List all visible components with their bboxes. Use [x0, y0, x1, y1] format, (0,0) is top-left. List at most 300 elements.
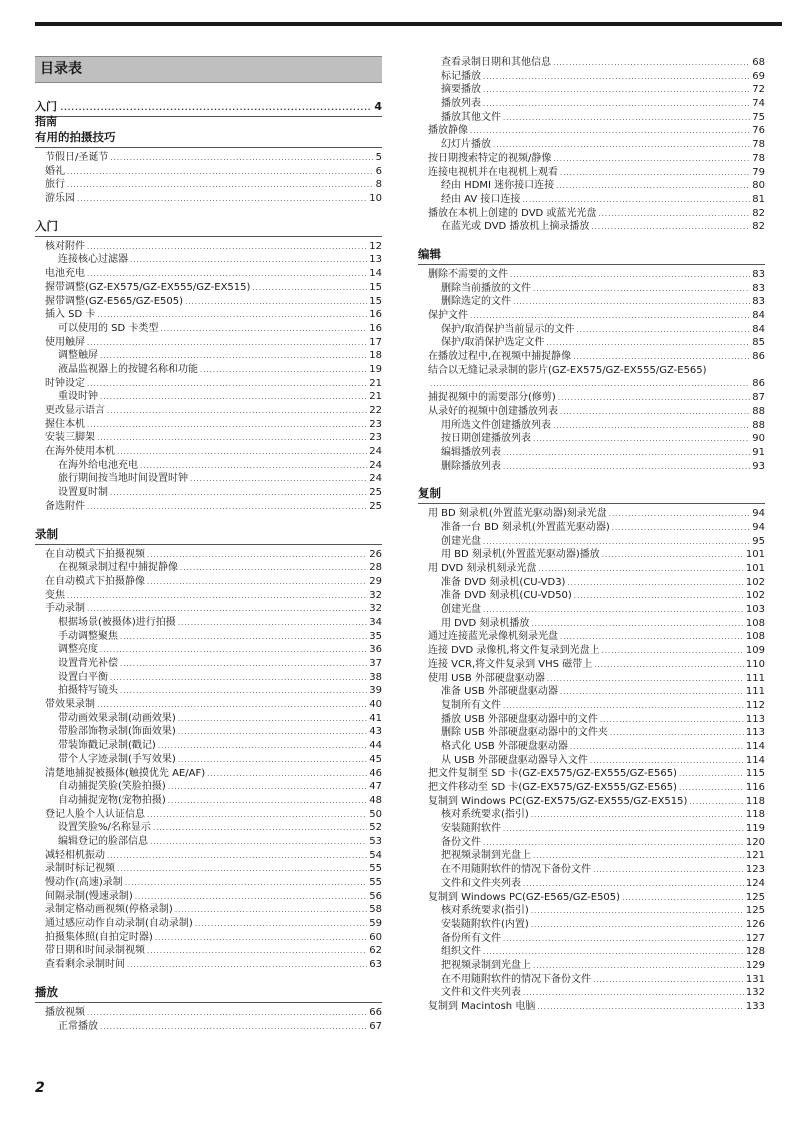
toc-entry[interactable]: [418, 138, 765, 152]
toc-entry[interactable]: [418, 589, 765, 603]
dot-leader: [531, 919, 744, 933]
section-heading-text: 入门指南: [35, 100, 57, 128]
toc-entry[interactable]: [418, 672, 765, 686]
toc-entry[interactable]: [35, 377, 382, 391]
toc-entry-page: 113: [745, 727, 765, 739]
toc-entry-page: 60: [369, 931, 382, 943]
toc-entry[interactable]: [418, 1000, 765, 1014]
toc-entry[interactable]: [35, 602, 382, 616]
toc-entry-page: 32: [369, 589, 382, 601]
toc-entry[interactable]: [418, 521, 765, 535]
toc-entry[interactable]: [418, 446, 765, 460]
toc-entry[interactable]: [418, 562, 765, 576]
dot-leader: [493, 139, 750, 153]
toc-entry[interactable]: [35, 698, 382, 712]
section-heading: 入门: [35, 218, 58, 233]
toc-entry-text: 慢动作(高速)录制: [45, 877, 123, 888]
toc-entry[interactable]: [35, 821, 382, 835]
toc-entry[interactable]: [418, 740, 765, 754]
dot-leader: [513, 296, 750, 310]
toc-entry[interactable]: [35, 151, 382, 165]
toc-entry-page: 66: [369, 1006, 382, 1018]
toc-entry-text: 清楚地捕捉被摄体(触摸优先 AE/AF): [45, 767, 206, 779]
toc-entry-page: 47: [369, 781, 382, 793]
toc-entry-page: 21: [369, 391, 382, 403]
toc-entry[interactable]: [35, 739, 382, 753]
toc-entry[interactable]: [418, 419, 765, 433]
toc-entry-text: 保护文件: [428, 310, 468, 321]
toc-entry-text: 按日期创建播放列表: [441, 433, 531, 445]
toc-entry[interactable]: [418, 795, 765, 809]
toc-entry[interactable]: [35, 431, 382, 445]
toc-entry-continuation[interactable]: [418, 377, 765, 391]
toc-entry-text: 删除选定的文件: [441, 296, 511, 308]
toc-entry-page: 74: [752, 98, 765, 110]
toc-entry-text: 带动画效果录制(动画效果): [58, 712, 176, 724]
toc-entry-page: 34: [369, 616, 382, 628]
toc-entry-text: 自动捕捉宠物(宠物拍摄): [58, 794, 166, 806]
toc-entry-page: 111: [745, 686, 765, 698]
toc-entry-page: 25: [369, 487, 382, 499]
toc-entry-page: 28: [369, 562, 382, 574]
dot-leader: [600, 714, 744, 728]
toc-entry[interactable]: [418, 152, 765, 166]
toc-entry[interactable]: [35, 575, 382, 589]
toc-entry[interactable]: [418, 808, 765, 822]
toc-entry[interactable]: [35, 876, 382, 890]
toc-entry[interactable]: [35, 267, 382, 281]
dot-leader: [77, 193, 367, 207]
toc-entry[interactable]: [418, 179, 765, 193]
toc-entry-text: 查看录制日期和其他信息: [441, 57, 551, 68]
dot-leader: [553, 153, 750, 167]
toc-entry-text: 安装随附软件(内置): [441, 918, 529, 930]
toc-entry[interactable]: [35, 1006, 382, 1020]
dot-leader: [100, 1021, 367, 1035]
toc-entry-page: 86: [752, 351, 765, 363]
dot-leader: [523, 878, 744, 892]
toc-entry[interactable]: [418, 959, 765, 973]
toc-entry-page: 108: [745, 631, 765, 643]
toc-entry[interactable]: [35, 808, 382, 822]
dot-leader: [523, 987, 744, 1001]
toc-entry[interactable]: [35, 281, 382, 295]
toc-entry-text: 间隔录制(慢速录制): [45, 890, 133, 902]
toc-entry[interactable]: [35, 165, 382, 179]
dot-leader: [168, 781, 367, 795]
toc-entry-text: 变焦: [45, 589, 65, 601]
toc-entry-text: 删除当前播放的文件: [441, 282, 531, 294]
dot-leader: [178, 617, 367, 631]
toc-entry-text: 设置笑脸%/名称显示: [58, 822, 151, 834]
toc-entry-text: 备份所有文件: [441, 932, 501, 944]
dot-leader: [567, 577, 743, 591]
toc-entry-page: 48: [369, 794, 382, 806]
toc-entry-text: 播放 USB 外部硬盘驱动器中的文件: [441, 713, 598, 725]
toc-entry[interactable]: [418, 535, 765, 549]
toc-entry-text: 编辑播放列表: [441, 446, 501, 458]
toc-entry[interactable]: [418, 391, 765, 405]
dot-leader: [483, 837, 744, 851]
toc-entry-page: 84: [752, 323, 765, 335]
toc-entry-text: 调整亮度: [58, 644, 98, 656]
dot-leader: [553, 420, 750, 434]
dot-leader: [537, 1001, 744, 1015]
toc-entry-page: 17: [369, 336, 382, 348]
toc-entry-page: 13: [369, 254, 382, 266]
toc-entry-text: 播放静像: [428, 125, 468, 137]
toc-entry[interactable]: [35, 561, 382, 575]
toc-entry[interactable]: [35, 192, 382, 206]
toc-entry[interactable]: [418, 726, 765, 740]
toc-entry-text: 通过感应动作自动录制(自动录制): [45, 918, 193, 930]
toc-entry-page: 126: [745, 918, 765, 930]
section-heading: 编辑: [418, 246, 441, 261]
dot-leader: [590, 755, 744, 769]
toc-entry-text: 删除播放列表: [441, 460, 501, 472]
toc-entry-page: 67: [369, 1020, 382, 1032]
toc-entry[interactable]: [35, 308, 382, 322]
toc-entry[interactable]: [35, 849, 382, 863]
toc-entry[interactable]: [35, 459, 382, 473]
dot-leader: [573, 351, 750, 365]
toc-entry[interactable]: [35, 253, 382, 267]
toc-entry[interactable]: [35, 890, 382, 904]
toc-entry[interactable]: [35, 794, 382, 808]
toc-entry-page: 112: [745, 699, 765, 711]
toc-entry[interactable]: [35, 336, 382, 350]
toc-entry-text: 拍摄特写镜头: [58, 685, 118, 697]
toc-entry-text: 设置夏时制: [58, 487, 108, 499]
toc-entry[interactable]: [35, 671, 382, 685]
toc-entry-text: 在视频录制过程中捕捉静像: [58, 562, 178, 574]
toc-entry[interactable]: [418, 124, 765, 138]
toc-entry-page: 90: [752, 433, 765, 445]
dot-leader: [483, 98, 750, 112]
toc-entry-text: 连接 DVD 录像机,将文件复录到光盘上: [428, 645, 600, 657]
toc-entry-text: 在自动模式下拍摄视频: [45, 548, 145, 560]
dot-leader: [560, 406, 750, 420]
toc-entry-page: 10: [369, 193, 382, 205]
toc-entry[interactable]: [418, 849, 765, 863]
toc-section: [35, 219, 382, 514]
toc-entry-text: 节假日/圣诞节: [45, 152, 109, 163]
toc-entry-page: 26: [369, 548, 382, 560]
dot-leader: [483, 946, 744, 960]
toc-entry[interactable]: [35, 390, 382, 404]
toc-entry-text: 用所选文件创建播放列表: [441, 419, 551, 431]
dot-leader: [503, 933, 744, 947]
toc-entry-page: 76: [752, 125, 765, 137]
toc-entry[interactable]: [418, 207, 765, 221]
toc-entry[interactable]: [418, 460, 765, 474]
toc-entry-page: 50: [369, 808, 382, 820]
toc-entry-page: 58: [369, 904, 382, 916]
toc-entry[interactable]: [418, 658, 765, 672]
toc-entry-text: 旅行: [45, 179, 65, 191]
toc-entry[interactable]: [418, 767, 765, 781]
toc-entry[interactable]: [35, 349, 382, 363]
dot-leader: [120, 658, 367, 672]
toc-entry-text: 减轻相机振动: [45, 849, 105, 861]
dot-leader: [195, 918, 367, 932]
toc-entry[interactable]: [35, 903, 382, 917]
toc-entry-page: 25: [369, 500, 382, 512]
toc-entry-text: 旅行期间按当地时间设置时钟: [58, 473, 188, 485]
toc-entry[interactable]: [35, 500, 382, 514]
dot-leader: [67, 179, 374, 193]
toc-entry[interactable]: [35, 418, 382, 432]
toc-entry-page: 82: [752, 207, 765, 219]
toc-entry[interactable]: [418, 973, 765, 987]
toc-entry[interactable]: [35, 445, 382, 459]
dot-leader: [190, 473, 367, 487]
section-rule: [35, 544, 382, 545]
toc-entry-page: 24: [369, 459, 382, 471]
dot-leader: [531, 618, 743, 632]
toc-entry[interactable]: [418, 836, 765, 850]
toc-entry-text: 使用触屏: [45, 336, 85, 348]
toc-entry-page: 108: [745, 617, 765, 629]
toc-entry[interactable]: [35, 753, 382, 767]
toc-entry-text: 设置白平衡: [58, 671, 108, 683]
toc-entry[interactable]: [35, 1020, 382, 1034]
toc-entry[interactable]: [418, 713, 765, 727]
dot-leader: [591, 221, 750, 235]
toc-entry-text: 创建光盘: [441, 535, 481, 547]
toc-entry-page: 40: [369, 699, 382, 711]
toc-entry-page: 93: [752, 460, 765, 472]
dot-leader: [87, 241, 367, 255]
toc-entry-text: 按日期搜索特定的视频/静像: [428, 152, 552, 164]
toc-entry-text: 准备 DVD 刻录机(CU-VD3): [441, 576, 566, 588]
toc-entry[interactable]: [418, 97, 765, 111]
toc-entry[interactable]: [35, 616, 382, 630]
toc-entry[interactable]: [418, 863, 765, 877]
dot-leader: [612, 522, 751, 536]
toc-entry[interactable]: [418, 166, 765, 180]
dot-leader: [107, 405, 367, 419]
toc-entry-page: 94: [752, 521, 765, 533]
dot-leader: [87, 378, 367, 392]
toc-entry[interactable]: [418, 507, 765, 521]
toc-entry-text: 在蓝光或 DVD 播放机上摘录播放: [441, 221, 590, 233]
toc-entry[interactable]: [418, 891, 765, 905]
toc-left-column: [35, 56, 382, 1033]
page-title: 目录表: [35, 56, 382, 83]
toc-entry-text: 复制所有文件: [441, 699, 501, 711]
toc-entry-page: 18: [369, 350, 382, 362]
toc-entry[interactable]: [35, 657, 382, 671]
toc-entry[interactable]: [418, 603, 765, 617]
toc-entry-text: 用 DVD 刻录机刻录光盘: [428, 563, 537, 574]
dot-leader: [130, 254, 367, 268]
dot-leader: [576, 324, 750, 338]
toc-entry[interactable]: [35, 684, 382, 698]
section-heading[interactable]: [35, 99, 382, 128]
toc-entry-text: 摘要播放: [441, 84, 481, 96]
toc-entry[interactable]: [418, 350, 765, 364]
toc-entry[interactable]: [35, 917, 382, 931]
dot-leader: [175, 904, 367, 918]
toc-entry[interactable]: [35, 931, 382, 945]
toc-entry[interactable]: [418, 685, 765, 699]
toc-entry-page: 110: [745, 658, 765, 670]
toc-entry[interactable]: [35, 780, 382, 794]
toc-entry[interactable]: [418, 932, 765, 946]
toc-entry-page: 83: [752, 282, 765, 294]
toc-entry[interactable]: [418, 945, 765, 959]
section-rule: [35, 1002, 382, 1003]
toc-entry[interactable]: [418, 918, 765, 932]
section-heading: 有用的拍摄技巧: [35, 130, 116, 144]
toc-entry[interactable]: [35, 486, 382, 500]
dot-leader: [60, 101, 372, 116]
toc-entry-text: 准备一台 BD 刻录机(外置蓝光驱动器): [441, 521, 610, 533]
toc-entry[interactable]: [35, 712, 382, 726]
toc-entry[interactable]: [35, 295, 382, 309]
toc-entry[interactable]: [418, 432, 765, 446]
toc-entry[interactable]: [35, 178, 382, 192]
toc-entry-text: 可以使用的 SD 卡类型: [58, 322, 159, 334]
dot-leader: [127, 959, 367, 973]
dot-leader: [178, 726, 367, 740]
toc-entry[interactable]: [35, 322, 382, 336]
toc-entry-text: 带日期和时间录制视频: [45, 945, 145, 957]
toc-entry[interactable]: [35, 643, 382, 657]
dot-leader: [125, 877, 367, 891]
toc-entry[interactable]: [418, 193, 765, 207]
toc-entry-text: 设置背光补偿: [58, 658, 118, 669]
toc-entry-text: 拍摄集体照(自拍定时器): [45, 931, 153, 943]
toc-entry-text: 把视频录制到光盘上: [441, 959, 531, 971]
toc-entry[interactable]: [418, 220, 765, 234]
toc-entry-text: 查看剩余录制时间: [45, 959, 125, 971]
page-number: 2: [35, 1080, 45, 1096]
toc-entry-text: 把文件移动至 SD 卡(GZ-EX575/GZ-EX555/GZ-E565): [428, 782, 677, 793]
toc-entry-page: 124: [745, 877, 765, 889]
toc-entry-page: 113: [745, 713, 765, 725]
toc-entry-text: 播放视频: [45, 1006, 85, 1018]
dot-leader: [560, 167, 750, 181]
toc-entry-text: 在海外使用本机: [45, 446, 115, 458]
toc-entry[interactable]: [418, 548, 765, 562]
toc-entry[interactable]: [35, 472, 382, 486]
toc-entry[interactable]: [35, 630, 382, 644]
dot-leader: [252, 282, 367, 296]
toc-entry[interactable]: [35, 958, 382, 972]
toc-entry-text: 手动录制: [45, 603, 85, 615]
dot-leader: [602, 549, 744, 563]
dot-leader: [570, 741, 744, 755]
toc-entry-text: 时钟设定: [45, 377, 85, 389]
toc-entry-page: 15: [369, 295, 382, 307]
dot-leader: [120, 631, 367, 645]
dot-leader: [609, 508, 751, 522]
toc-entry[interactable]: [418, 405, 765, 419]
toc-entry[interactable]: [418, 268, 765, 282]
toc-entry-page: 94: [752, 508, 765, 520]
toc-entry-page: 69: [752, 70, 765, 82]
toc-entry[interactable]: [35, 363, 382, 377]
toc-entry[interactable]: [418, 364, 765, 378]
toc-section: [418, 247, 765, 473]
toc-entry[interactable]: [35, 725, 382, 739]
toc-entry-text: 安装三脚架: [45, 432, 95, 444]
toc-entry[interactable]: [418, 336, 765, 350]
dot-leader: [503, 461, 750, 475]
section-heading: 录制: [35, 526, 58, 541]
toc-entry[interactable]: [418, 83, 765, 97]
toc-entry[interactable]: [35, 240, 382, 254]
toc-entry-page: 125: [745, 891, 765, 903]
toc-entry[interactable]: [418, 617, 765, 631]
toc-entry[interactable]: [418, 70, 765, 84]
toc-entry[interactable]: [35, 548, 382, 562]
toc-entry[interactable]: [418, 986, 765, 1000]
dot-leader: [87, 268, 367, 282]
toc-entry-page: 79: [752, 166, 765, 178]
toc-entry-page: 114: [745, 754, 765, 766]
dot-leader: [574, 590, 744, 604]
toc-entry-text: 文件和文件夹列表: [441, 877, 521, 889]
toc-entry-page: 129: [745, 959, 765, 971]
dot-leader: [533, 850, 744, 864]
toc-entry[interactable]: [418, 644, 765, 658]
toc-entry-page: 36: [369, 644, 382, 656]
dot-leader: [87, 1007, 367, 1021]
toc-entry[interactable]: [35, 862, 382, 876]
toc-entry[interactable]: [418, 904, 765, 918]
toc-entry[interactable]: [418, 822, 765, 836]
toc-entry-text: 用 DVD 刻录机播放: [441, 617, 530, 629]
toc-entry[interactable]: [418, 699, 765, 713]
toc-entry[interactable]: [35, 835, 382, 849]
toc-entry-text: 在海外给电池充电: [58, 459, 138, 471]
toc-entry[interactable]: [418, 877, 765, 891]
toc-entry[interactable]: [418, 576, 765, 590]
toc-entry-page: 87: [752, 392, 765, 404]
toc-entry[interactable]: [418, 754, 765, 768]
toc-entry-page: 132: [745, 987, 765, 999]
dot-leader: [533, 283, 750, 297]
toc-entry[interactable]: [418, 323, 765, 337]
toc-entry-text: 安装随附软件: [441, 823, 501, 835]
toc-entry[interactable]: [35, 404, 382, 418]
toc-entry-page: 102: [745, 576, 765, 588]
toc-entry[interactable]: [35, 589, 382, 603]
toc-entry[interactable]: [418, 56, 765, 70]
toc-entry[interactable]: [418, 781, 765, 795]
toc-entry[interactable]: [418, 630, 765, 644]
toc-entry[interactable]: [418, 295, 765, 309]
toc-entry[interactable]: [35, 944, 382, 958]
toc-entry[interactable]: [35, 767, 382, 781]
dot-leader: [531, 905, 744, 919]
toc-entry[interactable]: [418, 309, 765, 323]
toc-entry-text: 使用 USB 外部硬盘驱动器: [428, 672, 545, 684]
section-rule: [35, 236, 382, 237]
toc-entry[interactable]: [418, 282, 765, 296]
toc-entry[interactable]: [418, 111, 765, 125]
toc-section: [418, 486, 765, 1013]
toc-entry-text: 复制到 Macintosh 电脑: [428, 1001, 536, 1012]
dot-leader: [150, 836, 367, 850]
toc-entry-page: 88: [752, 405, 765, 417]
section-rule: [35, 147, 382, 148]
toc-entry-text: 液晶监视器上的按键名称和功能: [58, 363, 198, 375]
dot-leader: [430, 378, 750, 392]
